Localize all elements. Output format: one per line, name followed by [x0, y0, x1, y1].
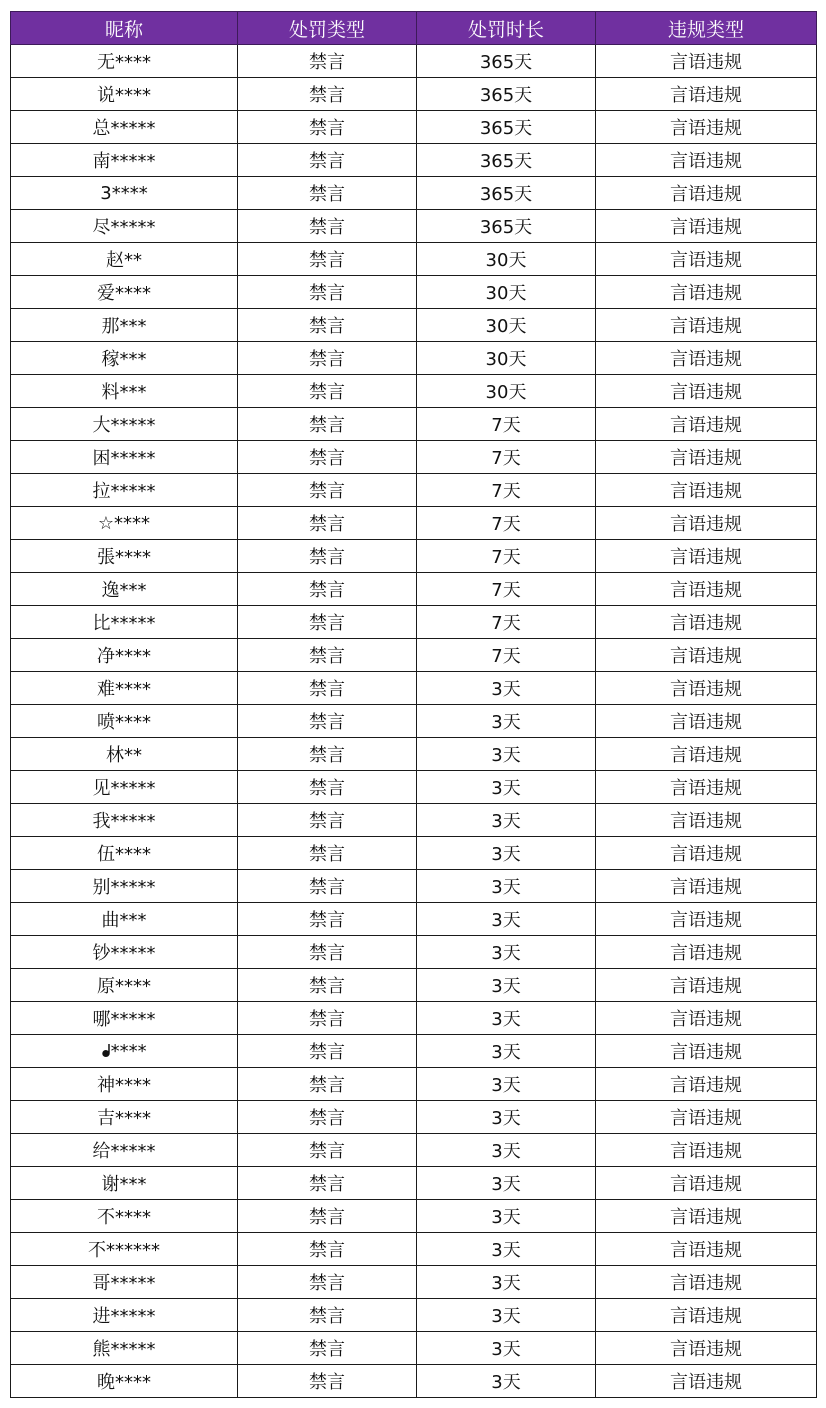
cell-nickname: 喷**** — [11, 705, 238, 738]
cell-violation-type: 言语违规 — [596, 441, 817, 474]
cell-violation-type: 言语违规 — [596, 1002, 817, 1035]
table-row — [11, 1299, 817, 1332]
cell-punishment-type: 禁言 — [238, 177, 417, 210]
table-row — [11, 837, 817, 870]
table-row — [11, 1266, 817, 1299]
cell-nickname: 见***** — [11, 771, 238, 804]
cell-punishment-duration: 3天 — [417, 1299, 596, 1332]
cell-violation-type: 言语违规 — [596, 111, 817, 144]
cell-punishment-duration: 3天 — [417, 738, 596, 771]
cell-punishment-type: 禁言 — [238, 342, 417, 375]
cell-punishment-type: 禁言 — [238, 1101, 417, 1134]
table-row — [11, 243, 817, 276]
cell-violation-type: 言语违规 — [596, 672, 817, 705]
cell-nickname: 困***** — [11, 441, 238, 474]
cell-punishment-duration: 7天 — [417, 441, 596, 474]
cell-punishment-type: 禁言 — [238, 441, 417, 474]
table-row — [11, 144, 817, 177]
header-row — [11, 12, 817, 45]
cell-punishment-type: 禁言 — [238, 408, 417, 441]
table-row — [11, 210, 817, 243]
cell-nickname: 尽***** — [11, 210, 238, 243]
cell-punishment-duration: 3天 — [417, 771, 596, 804]
cell-nickname: 哥***** — [11, 1266, 238, 1299]
cell-punishment-type: 禁言 — [238, 738, 417, 771]
cell-punishment-duration: 3天 — [417, 672, 596, 705]
table-row — [11, 507, 817, 540]
cell-violation-type: 言语违规 — [596, 540, 817, 573]
table-body — [11, 45, 817, 1398]
cell-punishment-duration: 3天 — [417, 705, 596, 738]
table-row — [11, 969, 817, 1002]
cell-violation-type: 言语违规 — [596, 1365, 817, 1398]
cell-violation-type: 言语违规 — [596, 1200, 817, 1233]
cell-nickname: 赵** — [11, 243, 238, 276]
cell-nickname: 林** — [11, 738, 238, 771]
cell-nickname: 大***** — [11, 408, 238, 441]
cell-violation-type: 言语违规 — [596, 276, 817, 309]
cell-violation-type: 言语违规 — [596, 870, 817, 903]
cell-nickname: 熊***** — [11, 1332, 238, 1365]
header-violation-type: 违规类型 — [596, 12, 817, 45]
table-row — [11, 78, 817, 111]
cell-nickname: 钞***** — [11, 936, 238, 969]
cell-violation-type: 言语违规 — [596, 606, 817, 639]
table-row — [11, 177, 817, 210]
cell-punishment-duration: 30天 — [417, 243, 596, 276]
table-row — [11, 1101, 817, 1134]
cell-nickname: 吉**** — [11, 1101, 238, 1134]
table-row — [11, 606, 817, 639]
cell-punishment-type: 禁言 — [238, 804, 417, 837]
cell-punishment-duration: 3天 — [417, 1200, 596, 1233]
cell-violation-type: 言语违规 — [596, 243, 817, 276]
cell-punishment-type: 禁言 — [238, 1134, 417, 1167]
table-header — [11, 12, 817, 45]
cell-nickname: 哪***** — [11, 1002, 238, 1035]
cell-violation-type: 言语违规 — [596, 45, 817, 78]
cell-nickname: 拉***** — [11, 474, 238, 507]
cell-punishment-type: 禁言 — [238, 144, 417, 177]
cell-violation-type: 言语违规 — [596, 177, 817, 210]
cell-violation-type: 言语违规 — [596, 639, 817, 672]
cell-violation-type: 言语违规 — [596, 1299, 817, 1332]
cell-nickname: 料*** — [11, 375, 238, 408]
cell-punishment-duration: 7天 — [417, 408, 596, 441]
cell-nickname: 那*** — [11, 309, 238, 342]
cell-nickname: 总***** — [11, 111, 238, 144]
cell-nickname: 不**** — [11, 1200, 238, 1233]
cell-punishment-type: 禁言 — [238, 771, 417, 804]
cell-nickname: 说**** — [11, 78, 238, 111]
cell-punishment-type: 禁言 — [238, 210, 417, 243]
header-punishment-duration: 处罚时长 — [417, 12, 596, 45]
cell-punishment-duration: 3天 — [417, 936, 596, 969]
table-row — [11, 1200, 817, 1233]
punishment-table-container — [10, 11, 816, 1398]
table-row — [11, 540, 817, 573]
cell-violation-type: 言语违规 — [596, 771, 817, 804]
cell-punishment-type: 禁言 — [238, 969, 417, 1002]
cell-punishment-duration: 3天 — [417, 1035, 596, 1068]
cell-punishment-duration: 3天 — [417, 1167, 596, 1200]
table-row — [11, 936, 817, 969]
table-row — [11, 903, 817, 936]
cell-punishment-type: 禁言 — [238, 1068, 417, 1101]
cell-punishment-type: 禁言 — [238, 1167, 417, 1200]
cell-punishment-type: 禁言 — [238, 936, 417, 969]
table-row — [11, 1002, 817, 1035]
cell-punishment-type: 禁言 — [238, 606, 417, 639]
table-row — [11, 738, 817, 771]
cell-punishment-duration: 365天 — [417, 210, 596, 243]
cell-violation-type: 言语违规 — [596, 1035, 817, 1068]
cell-punishment-duration: 3天 — [417, 1332, 596, 1365]
cell-punishment-type: 禁言 — [238, 309, 417, 342]
cell-punishment-type: 禁言 — [238, 276, 417, 309]
table-row — [11, 1134, 817, 1167]
cell-punishment-duration: 3天 — [417, 1233, 596, 1266]
table-row — [11, 1167, 817, 1200]
cell-violation-type: 言语违规 — [596, 408, 817, 441]
cell-punishment-duration: 30天 — [417, 276, 596, 309]
cell-violation-type: 言语违规 — [596, 705, 817, 738]
cell-nickname: 进***** — [11, 1299, 238, 1332]
table-row — [11, 639, 817, 672]
cell-nickname: 稼*** — [11, 342, 238, 375]
cell-violation-type: 言语违规 — [596, 375, 817, 408]
cell-violation-type: 言语违规 — [596, 804, 817, 837]
cell-punishment-type: 禁言 — [238, 507, 417, 540]
cell-violation-type: 言语违规 — [596, 144, 817, 177]
table-row — [11, 342, 817, 375]
cell-violation-type: 言语违规 — [596, 1266, 817, 1299]
cell-punishment-type: 禁言 — [238, 243, 417, 276]
table-row — [11, 45, 817, 78]
cell-punishment-duration: 365天 — [417, 78, 596, 111]
cell-violation-type: 言语违规 — [596, 1233, 817, 1266]
table-row — [11, 408, 817, 441]
cell-nickname: 南***** — [11, 144, 238, 177]
cell-punishment-duration: 3天 — [417, 1266, 596, 1299]
table-row — [11, 1332, 817, 1365]
cell-nickname: 给***** — [11, 1134, 238, 1167]
cell-punishment-duration: 365天 — [417, 45, 596, 78]
cell-punishment-type: 禁言 — [238, 1002, 417, 1035]
cell-violation-type: 言语违规 — [596, 78, 817, 111]
cell-punishment-duration: 7天 — [417, 606, 596, 639]
cell-punishment-duration: 30天 — [417, 309, 596, 342]
cell-punishment-duration: 3天 — [417, 969, 596, 1002]
table-row — [11, 309, 817, 342]
cell-violation-type: 言语违规 — [596, 969, 817, 1002]
table-row — [11, 771, 817, 804]
cell-nickname: 神**** — [11, 1068, 238, 1101]
table-row — [11, 375, 817, 408]
cell-punishment-duration: 7天 — [417, 507, 596, 540]
cell-violation-type: 言语违规 — [596, 903, 817, 936]
cell-nickname: 張**** — [11, 540, 238, 573]
cell-violation-type: 言语违规 — [596, 573, 817, 606]
cell-punishment-type: 禁言 — [238, 573, 417, 606]
table-row — [11, 870, 817, 903]
header-punishment-type: 处罚类型 — [238, 12, 417, 45]
cell-punishment-type: 禁言 — [238, 672, 417, 705]
cell-punishment-duration: 3天 — [417, 1134, 596, 1167]
cell-violation-type: 言语违规 — [596, 1167, 817, 1200]
cell-punishment-duration: 3天 — [417, 804, 596, 837]
cell-violation-type: 言语违规 — [596, 1101, 817, 1134]
cell-punishment-type: 禁言 — [238, 1035, 417, 1068]
cell-violation-type: 言语违规 — [596, 309, 817, 342]
cell-punishment-duration: 30天 — [417, 375, 596, 408]
cell-punishment-type: 禁言 — [238, 111, 417, 144]
table-row — [11, 804, 817, 837]
cell-nickname: 无**** — [11, 45, 238, 78]
cell-punishment-duration: 7天 — [417, 573, 596, 606]
cell-punishment-duration: 3天 — [417, 1365, 596, 1398]
cell-punishment-duration: 3天 — [417, 1068, 596, 1101]
cell-violation-type: 言语违规 — [596, 837, 817, 870]
cell-violation-type: 言语违规 — [596, 342, 817, 375]
cell-punishment-type: 禁言 — [238, 1200, 417, 1233]
table-row — [11, 111, 817, 144]
cell-nickname: 不****** — [11, 1233, 238, 1266]
cell-violation-type: 言语违规 — [596, 1068, 817, 1101]
cell-punishment-duration: 7天 — [417, 474, 596, 507]
cell-punishment-duration: 3天 — [417, 870, 596, 903]
cell-violation-type: 言语违规 — [596, 474, 817, 507]
cell-punishment-type: 禁言 — [238, 870, 417, 903]
cell-nickname: ᖱ**** — [11, 1035, 238, 1068]
table-row — [11, 441, 817, 474]
cell-nickname: 3**** — [11, 177, 238, 210]
cell-punishment-type: 禁言 — [238, 837, 417, 870]
cell-punishment-type: 禁言 — [238, 1332, 417, 1365]
cell-punishment-type: 禁言 — [238, 1233, 417, 1266]
cell-nickname: 我***** — [11, 804, 238, 837]
table-row — [11, 276, 817, 309]
cell-punishment-type: 禁言 — [238, 78, 417, 111]
cell-nickname: 别***** — [11, 870, 238, 903]
cell-punishment-type: 禁言 — [238, 903, 417, 936]
cell-punishment-duration: 30天 — [417, 342, 596, 375]
cell-violation-type: 言语违规 — [596, 210, 817, 243]
cell-punishment-type: 禁言 — [238, 45, 417, 78]
table-row — [11, 1068, 817, 1101]
cell-punishment-duration: 3天 — [417, 1002, 596, 1035]
cell-nickname: 伍**** — [11, 837, 238, 870]
table-row — [11, 1365, 817, 1398]
cell-nickname: 难**** — [11, 672, 238, 705]
cell-punishment-duration: 365天 — [417, 111, 596, 144]
table-row — [11, 672, 817, 705]
cell-nickname: 爱**** — [11, 276, 238, 309]
cell-nickname: 晚**** — [11, 1365, 238, 1398]
cell-punishment-duration: 3天 — [417, 903, 596, 936]
table-row — [11, 474, 817, 507]
cell-violation-type: 言语违规 — [596, 1134, 817, 1167]
cell-punishment-type: 禁言 — [238, 1365, 417, 1398]
cell-punishment-duration: 365天 — [417, 177, 596, 210]
table-row — [11, 1233, 817, 1266]
cell-punishment-type: 禁言 — [238, 705, 417, 738]
cell-nickname: 逸*** — [11, 573, 238, 606]
cell-nickname: 净**** — [11, 639, 238, 672]
cell-violation-type: 言语违规 — [596, 507, 817, 540]
cell-violation-type: 言语违规 — [596, 936, 817, 969]
cell-violation-type: 言语违规 — [596, 738, 817, 771]
cell-nickname: 原**** — [11, 969, 238, 1002]
table-row — [11, 1035, 817, 1068]
cell-violation-type: 言语违规 — [596, 1332, 817, 1365]
cell-punishment-duration: 3天 — [417, 837, 596, 870]
cell-punishment-type: 禁言 — [238, 1299, 417, 1332]
cell-nickname: 谢*** — [11, 1167, 238, 1200]
punishment-table — [10, 11, 817, 1398]
cell-punishment-duration: 7天 — [417, 540, 596, 573]
table-row — [11, 573, 817, 606]
cell-punishment-duration: 7天 — [417, 639, 596, 672]
cell-punishment-type: 禁言 — [238, 474, 417, 507]
cell-punishment-type: 禁言 — [238, 540, 417, 573]
cell-punishment-type: 禁言 — [238, 375, 417, 408]
cell-nickname: 比***** — [11, 606, 238, 639]
cell-punishment-type: 禁言 — [238, 1266, 417, 1299]
cell-punishment-duration: 365天 — [417, 144, 596, 177]
cell-nickname: 曲*** — [11, 903, 238, 936]
cell-punishment-duration: 3天 — [417, 1101, 596, 1134]
cell-nickname: ☆**** — [11, 507, 238, 540]
table-row — [11, 705, 817, 738]
cell-punishment-type: 禁言 — [238, 639, 417, 672]
header-nickname: 昵称 — [11, 12, 238, 45]
